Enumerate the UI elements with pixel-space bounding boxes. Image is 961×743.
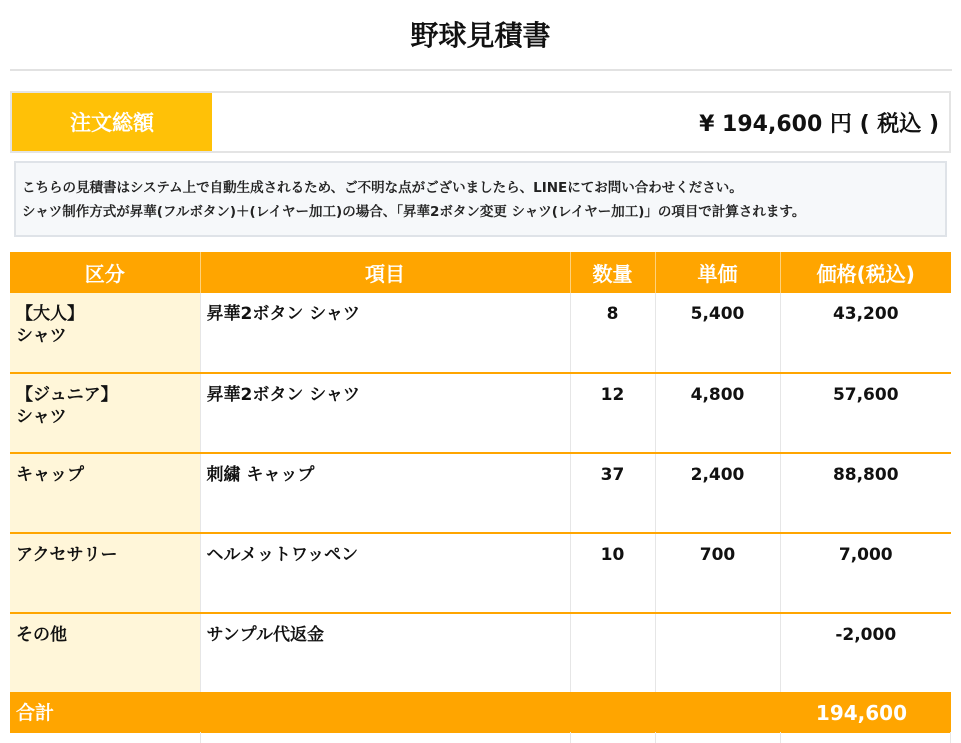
column-divider: [655, 732, 656, 743]
row-category: [10, 533, 200, 613]
row-category-line: 【大人】: [16, 303, 84, 324]
header-price: 価格(税込): [780, 253, 951, 293]
order-total-value: ¥ 194,600 円 ( 税込 ): [699, 111, 939, 137]
row-price: 7,000: [780, 533, 951, 613]
row-category: [10, 373, 200, 453]
column-divider: [780, 732, 781, 743]
table-row: [10, 293, 951, 373]
table-header-row: [10, 253, 951, 293]
table-row: [10, 533, 951, 613]
table-row: [10, 373, 951, 453]
total-row: [10, 693, 951, 733]
row-category: [10, 293, 200, 373]
row-item: 昇華2ボタン シャツ: [200, 373, 570, 453]
row-price: 57,600: [780, 373, 951, 453]
row-price: 88,800: [780, 453, 951, 533]
row-price: 43,200: [780, 293, 951, 373]
row-quantity: [570, 613, 655, 693]
notice-line-1: こちらの見積書はシステム上で自動生成されるため、ご不明な点がございましたら、LINEにてお問い合わせください。: [22, 180, 743, 196]
header-quantity: 数量: [570, 253, 655, 293]
header-item: 項目: [200, 253, 570, 293]
page-title: 野球見積書: [410, 19, 551, 52]
row-category: [10, 453, 200, 533]
column-divider: [570, 732, 571, 743]
header-unit-price: 単価: [655, 253, 780, 293]
column-divider: [950, 732, 951, 743]
row-item: サンプル代返金: [200, 613, 570, 693]
total-row-label: 合計: [10, 693, 570, 733]
row-unit-price: 700: [655, 533, 780, 613]
row-item: 刺繍 キャップ: [200, 453, 570, 533]
row-price: -2,000: [780, 613, 951, 693]
row-unit-price: 5,400: [655, 293, 780, 373]
row-unit-price: 2,400: [655, 453, 780, 533]
title-divider: [10, 69, 952, 71]
row-item: 昇華2ボタン シャツ: [200, 293, 570, 373]
row-category: [10, 613, 200, 693]
row-category-line: シャツ: [16, 406, 67, 427]
table-row: [10, 453, 951, 533]
total-row-value: 194,600: [570, 693, 951, 733]
header-category: 区分: [10, 253, 200, 293]
row-quantity: 12: [570, 373, 655, 453]
row-category-line: 【ジュニア】: [16, 384, 118, 405]
notice-box: [14, 161, 947, 237]
row-category-line: アクセサリー: [16, 544, 118, 565]
row-item: ヘルメットワッペン: [200, 533, 570, 613]
order-total-box: [10, 91, 951, 153]
row-unit-price: [655, 613, 780, 693]
row-category-line: その他: [16, 624, 67, 645]
column-divider: [200, 732, 201, 743]
row-quantity: 37: [570, 453, 655, 533]
table-continuation: [10, 732, 951, 743]
row-unit-price: 4,800: [655, 373, 780, 453]
row-category-line: キャップ: [16, 464, 84, 485]
order-total-label: 注文総額: [12, 93, 212, 151]
estimate-table: [10, 252, 951, 733]
row-category-line: シャツ: [16, 325, 67, 346]
row-quantity: 8: [570, 293, 655, 373]
row-quantity: 10: [570, 533, 655, 613]
notice-line-2: シャツ制作方式が昇華(フルボタン)＋(レイヤー加工)の場合、「昇華2ボタン変更 シャツ(レイヤー加工)」の項目で計算されます。: [22, 204, 806, 220]
table-row: [10, 613, 951, 693]
